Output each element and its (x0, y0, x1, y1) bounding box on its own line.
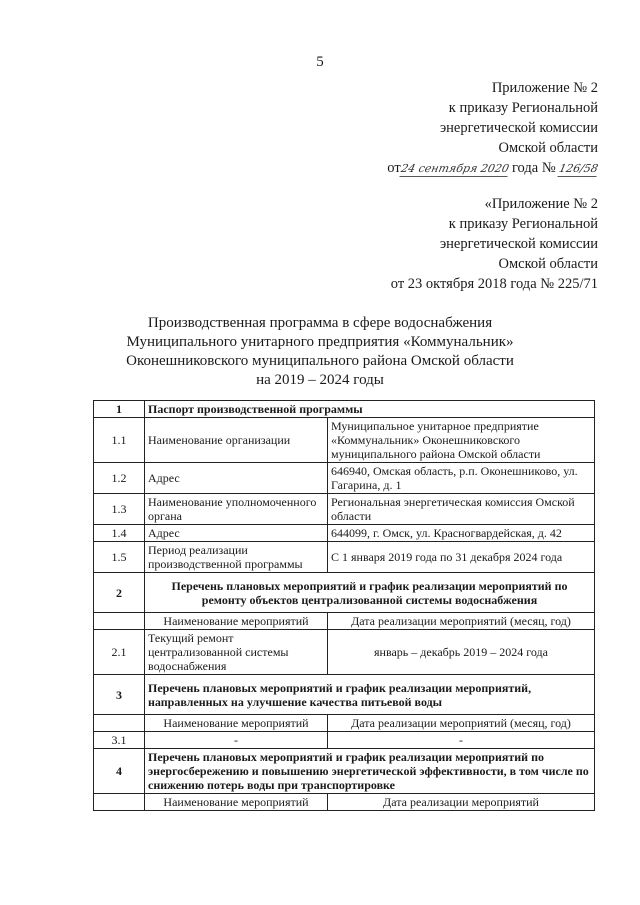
table-row (94, 418, 595, 463)
row-label: - (145, 732, 328, 749)
section-title: Перечень плановых мероприятий и график реализации мероприятий, направленных на улучшение качества питьевой воды (145, 675, 595, 715)
table-header-row (94, 613, 595, 630)
production-program-table (93, 400, 595, 811)
title-line: Производственная программа в сфере водоснабжения (147, 315, 493, 331)
section-number: 4 (94, 749, 145, 794)
row-label: Адрес (145, 525, 328, 542)
date-prefix: от (387, 160, 401, 176)
row-value: январь – декабрь 2019 – 2024 года (328, 630, 595, 675)
title-line: на 2019 – 2024 годы (256, 372, 384, 388)
appendix-line: энергетической комиссии (439, 120, 598, 136)
appendix-line: Омской области (498, 256, 598, 272)
col-header-name: Наименование мероприятий (145, 613, 328, 630)
appendix-header-old (391, 194, 598, 294)
table-row (94, 732, 595, 749)
row-value: 644099, г. Омск, ул. Красногвардейская, д. 42 (328, 525, 595, 542)
col-header-date: Дата реализации мероприятий (328, 794, 595, 811)
col-header-date: Дата реализации мероприятий (месяц, год) (328, 613, 595, 630)
handwritten-date: 24 сентября 2020 (399, 162, 510, 175)
row-number: 1.3 (94, 494, 145, 525)
section-title: Паспорт производственной программы (145, 401, 595, 418)
row-label: Текущий ремонт централизованной системы водоснабжения (145, 630, 328, 675)
row-label: Наименование уполномоченного органа (145, 494, 328, 525)
table-section-row (94, 749, 595, 794)
row-value: - (328, 732, 595, 749)
date-mid: года № (511, 160, 556, 176)
row-label: Адрес (145, 463, 328, 494)
section-number: 2 (94, 573, 145, 613)
table-row (94, 463, 595, 494)
title-line: Оконешниковского муниципального района Омской области (126, 353, 514, 369)
empty-cell (94, 613, 145, 630)
table-row (94, 542, 595, 573)
appendix-date-line (387, 158, 598, 178)
empty-cell (94, 794, 145, 811)
row-number: 2.1 (94, 630, 145, 675)
table-section-row (94, 573, 595, 613)
row-value: С 1 января 2019 года по 31 декабря 2024 года (328, 542, 595, 573)
row-label: Период реализации производственной программы (145, 542, 328, 573)
appendix-date-line: от 23 октября 2018 года № 225/71 (390, 276, 598, 292)
table-section-row (94, 401, 595, 418)
document-title (0, 314, 640, 390)
section-title: Перечень плановых мероприятий и график реализации мероприятий по ремонту объектов централизованной системы водоснабжения (145, 573, 595, 613)
table-header-row (94, 794, 595, 811)
row-number: 1.4 (94, 525, 145, 542)
row-label: Наименование организации (145, 418, 328, 463)
row-value: Муниципальное унитарное предприятие «Коммунальник» Оконешниковского муниципального района Омской области (328, 418, 595, 463)
page-number: 5 (316, 54, 324, 70)
table-row (94, 630, 595, 675)
appendix-line: энергетической комиссии (439, 236, 598, 252)
row-value: 646940, Омская область, р.п. Оконешниково, ул. Гагарина, д. 1 (328, 463, 595, 494)
table-row (94, 525, 595, 542)
row-number: 1.1 (94, 418, 145, 463)
appendix-line: к приказу Региональной (448, 100, 598, 116)
row-number: 1.2 (94, 463, 145, 494)
table-section-row (94, 675, 595, 715)
table-row (94, 494, 595, 525)
appendix-title: Приложение № 2 (491, 80, 598, 96)
title-line: Муниципального унитарного предприятия «Коммунальник» (126, 334, 514, 350)
empty-cell (94, 715, 145, 732)
handwritten-number: 126/58 (558, 162, 600, 175)
section-number: 1 (94, 401, 145, 418)
col-header-date: Дата реализации мероприятий (месяц, год) (328, 715, 595, 732)
appendix-line: к приказу Региональной (448, 216, 598, 232)
appendix-title: «Приложение № 2 (484, 196, 598, 212)
appendix-header-new (387, 78, 598, 178)
row-number: 1.5 (94, 542, 145, 573)
row-value: Региональная энергетическая комиссия Омской области (328, 494, 595, 525)
table-header-row (94, 715, 595, 732)
row-number: 3.1 (94, 732, 145, 749)
section-number: 3 (94, 675, 145, 715)
appendix-line: Омской области (498, 140, 598, 156)
col-header-name: Наименование мероприятий (145, 794, 328, 811)
section-title: Перечень плановых мероприятий и график реализации мероприятий по энергосбережению и повышению энергетической эффективности, в том числе по снижению потерь воды при транспортировке (145, 749, 595, 794)
col-header-name: Наименование мероприятий (145, 715, 328, 732)
